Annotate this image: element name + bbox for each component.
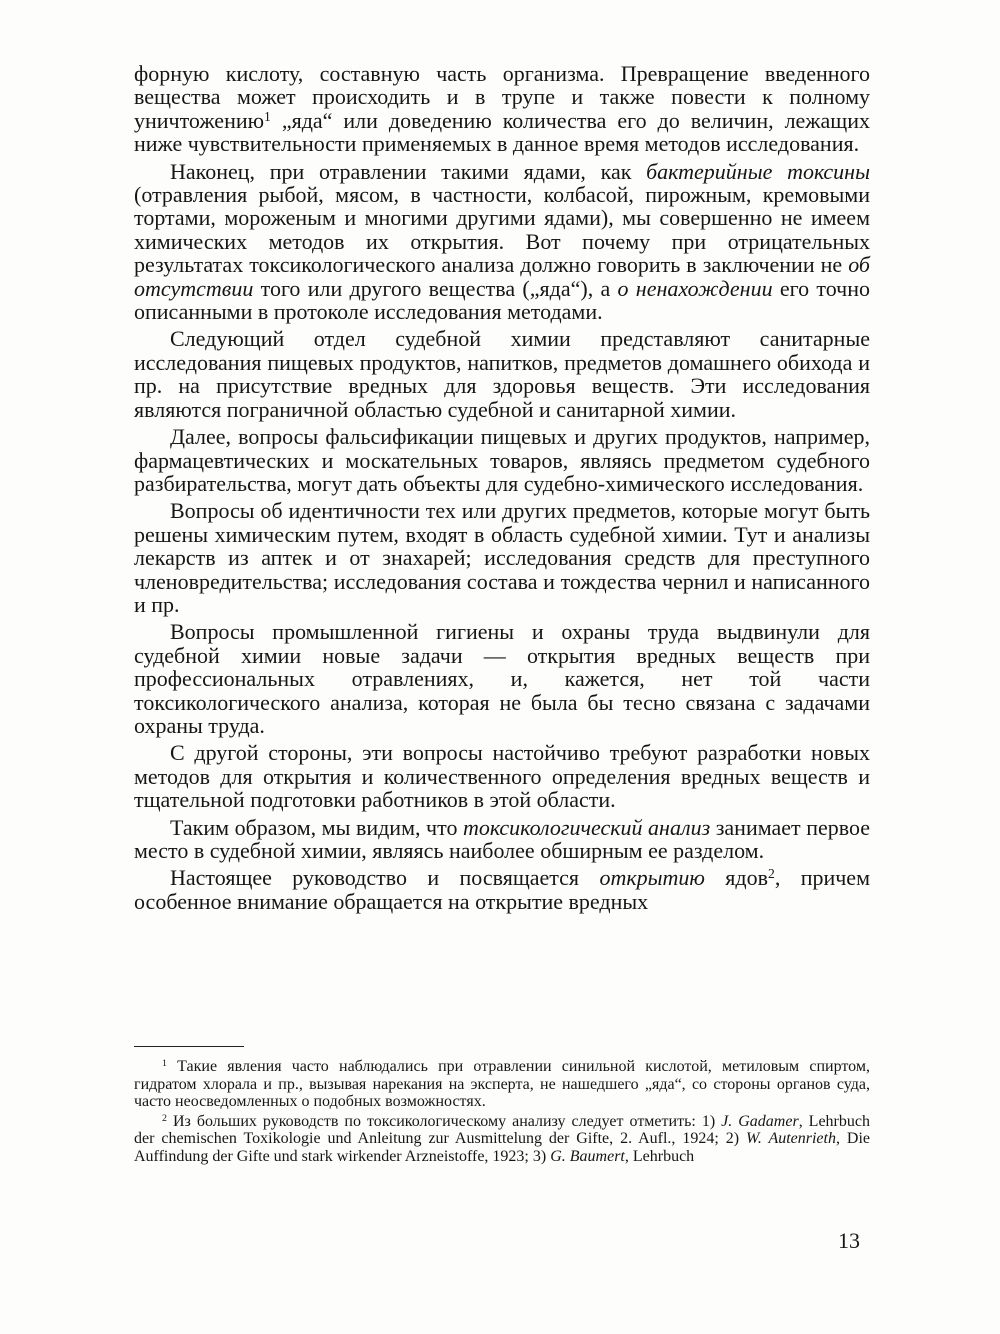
paragraph-4: Далее, вопросы фальсификации пищевых и других продуктов, например, фармацевтических и москательных товаров, являясь предметом судебного разбирательства, могут дать объекты для судебно-химического исследования. xyxy=(134,424,870,496)
footnote-number: 1 xyxy=(162,1058,167,1070)
footnote-text: Из больших руководств по токсикологическому анализу следует отметить: 1) xyxy=(166,1112,722,1130)
paragraph-7: С другой стороны, эти вопросы настойчиво требуют разработки новых методов для открытия и количественного определения вредных веществ и тщательной подготовки работников в этой области. xyxy=(134,740,870,813)
paragraph-1 xyxy=(134,62,870,156)
main-text xyxy=(134,62,870,917)
footnote-2 xyxy=(134,1113,870,1166)
footnote-ref-2[interactable]: 2 xyxy=(768,866,775,882)
footnote-text: , Lehrbuch xyxy=(624,1147,695,1165)
footnote-text: , Die Auffindung der Gifte und stark wirkender Arzneistoffe, 1923; 3) xyxy=(134,1130,871,1165)
footnote-text: , Lehrbuch der chemischen Toxikologie und Anleitung zur Ausmittelung der Gifte, 2. Aufl., 1924; 2) xyxy=(134,1112,870,1148)
emphasis: токсикологический анализ xyxy=(463,814,711,840)
footnote-ref-1[interactable]: 1 xyxy=(264,109,271,124)
footnotes xyxy=(134,1058,870,1168)
text-run: форную кислоту, составную часть организма. Превращение введенного вещества может происходить и в трупе и также повести к полному уничтожению xyxy=(134,61,870,133)
paragraph-3: Следующий отдел судебной химии представляют санитарные исследования пищевых продуктов, напитков, предметов домашнего обихода и пр. на присутствие вредных для здоровья веществ. Эти исследования являются пограничной областью судебной и санитарной химии. xyxy=(134,326,870,422)
author-name: W. Autenrieth xyxy=(745,1130,836,1148)
text-run: „яда“ или доведению количества его до величин, лежащих ниже чувствительности применяемых в данное время методов исследования. xyxy=(134,107,870,157)
author-name: J. Gadamer xyxy=(721,1112,799,1130)
paragraph-8 xyxy=(134,816,870,863)
emphasis: бактерийные токсины xyxy=(646,158,870,184)
emphasis: о ненахождении xyxy=(617,275,773,301)
text-run: ядов xyxy=(704,865,768,891)
paragraph-2 xyxy=(134,160,870,324)
text-run: занимает первое место в судебной химии, являясь наиболее обширным ее разделом. xyxy=(134,814,871,863)
paragraph-5: Вопросы об идентичности тех или других предметов, которые могут быть решены химическим путем, входят в область судебной химии. Тут и анализы лекарств из аптек и от знахарей; исследования средств для преступного членовредительства; исследования состава и тождества чернил и написанного и пр. xyxy=(134,498,870,617)
footnote-number: 2 xyxy=(162,1112,167,1124)
text-run: того или другого вещества („яда“), а xyxy=(253,275,618,301)
paragraph-9 xyxy=(134,866,870,913)
page-number: 13 xyxy=(838,1228,860,1253)
text-run: (отравления рыбой, мясом, в частности, колбасой, пирожным, кремовыми тортами, мороженым и многими другими ядами), мы совершенно не имеем химических методов их открытия. Вот почему при отрицательных результатах токсикологического анализа должно говорить в заключении не xyxy=(134,182,870,278)
author-name: G. Baumert xyxy=(550,1147,625,1165)
footnote-divider xyxy=(134,1046,244,1047)
text-run: Наконец, при отравлении такими ядами, как xyxy=(170,158,647,184)
paragraph-6: Вопросы промышленной гигиены и охраны труда выдвинули для судебной химии новые задачи — открытия вредных веществ при профессиональных отравлениях, и, кажется, нет той части токсикологического анализа, которая не была бы тесно связана с задачами охраны труда. xyxy=(134,619,870,738)
text-run: , причем особенное внимание обращается на открытие вредных xyxy=(134,865,870,914)
text-run: Настоящее руководство и посвящается xyxy=(170,865,600,891)
text-run: Таким образом, мы видим, что xyxy=(170,814,464,840)
emphasis: открытию xyxy=(599,865,705,891)
footnote-text: Такие явления часто наблюдались при отравлении синильной кислотой, метиловым спиртом, гидратом хлорала и пр., вызывая нарекания на эксперта, не нашедшего „яда“, со стороны органов суда, часто неосведомленных о подобных возможностях. xyxy=(134,1058,870,1111)
text-run: его точно описанными в протоколе исследования методами. xyxy=(134,275,870,325)
emphasis: об отсутствии xyxy=(134,252,870,301)
footnote-1 xyxy=(134,1058,870,1111)
